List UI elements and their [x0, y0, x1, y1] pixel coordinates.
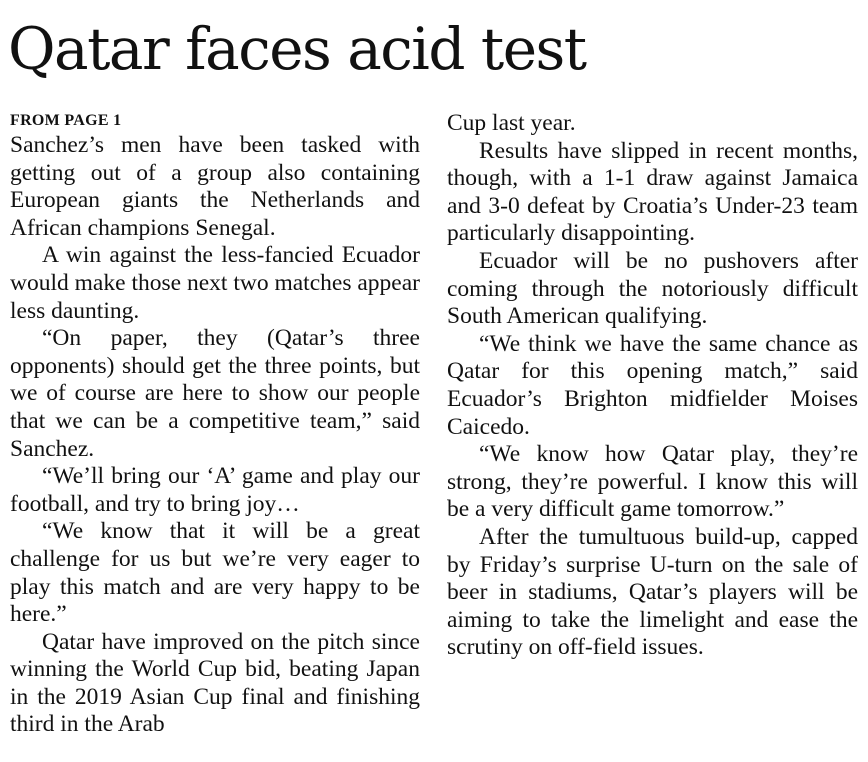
paragraph: “We’ll bring our ‘A’ game and play our football, and try to bring joy…: [10, 463, 420, 517]
paragraph-continued: Cup last year.: [447, 110, 576, 136]
paragraph: After the tumultuous build-up, capped by Friday’s surprise U-turn on the sale of beer in stadiums, Qatar’s players will be aiming to take the limelight and ease the scrutiny on off-field issues.: [447, 523, 858, 661]
paragraph: “We think we have the same chance as Qatar for this opening match,” said Ecuador’s Brighton midfielder Moises Caicedo.: [447, 330, 858, 440]
paragraph: Sanchez’s men have been tasked with getting out of a group also containing European giants the Netherlands and African champions Senegal.: [10, 132, 420, 241]
paragraph: Results have slipped in recent months, though, with a 1-1 draw against Jamaica and 3-0 defeat by Croatia’s Under-23 team particularly disappointing.: [447, 137, 858, 247]
article-column-left: [10, 110, 420, 739]
paragraph: Ecuador will be no pushovers after coming through the notoriously difficult South American qualifying.: [447, 247, 858, 330]
paragraph: “We know how Qatar play, they’re strong, they’re powerful. I know this will be a very difficult game tomorrow.”: [447, 441, 858, 523]
paragraph: Qatar have improved on the pitch since winning the World Cup bid, beating Japan in the 2019 Asian Cup final and finishing third in the Arab: [10, 628, 420, 738]
paragraph: “On paper, they (Qatar’s three opponents) should get the three points, but we of course are here to show our people that we can be a competitive team,” said Sanchez.: [10, 325, 420, 462]
article-column-right: [447, 110, 858, 662]
paragraph: “We know that it will be a great challenge for us but we’re very eager to play this match and are very happy to be here.”: [10, 518, 420, 628]
headline: Qatar faces acid test: [8, 15, 586, 83]
paragraph: A win against the less-fancied Ecuador would make those next two matches appear less daunting.: [10, 242, 420, 324]
kicker: FROM PAGE 1: [10, 112, 122, 129]
